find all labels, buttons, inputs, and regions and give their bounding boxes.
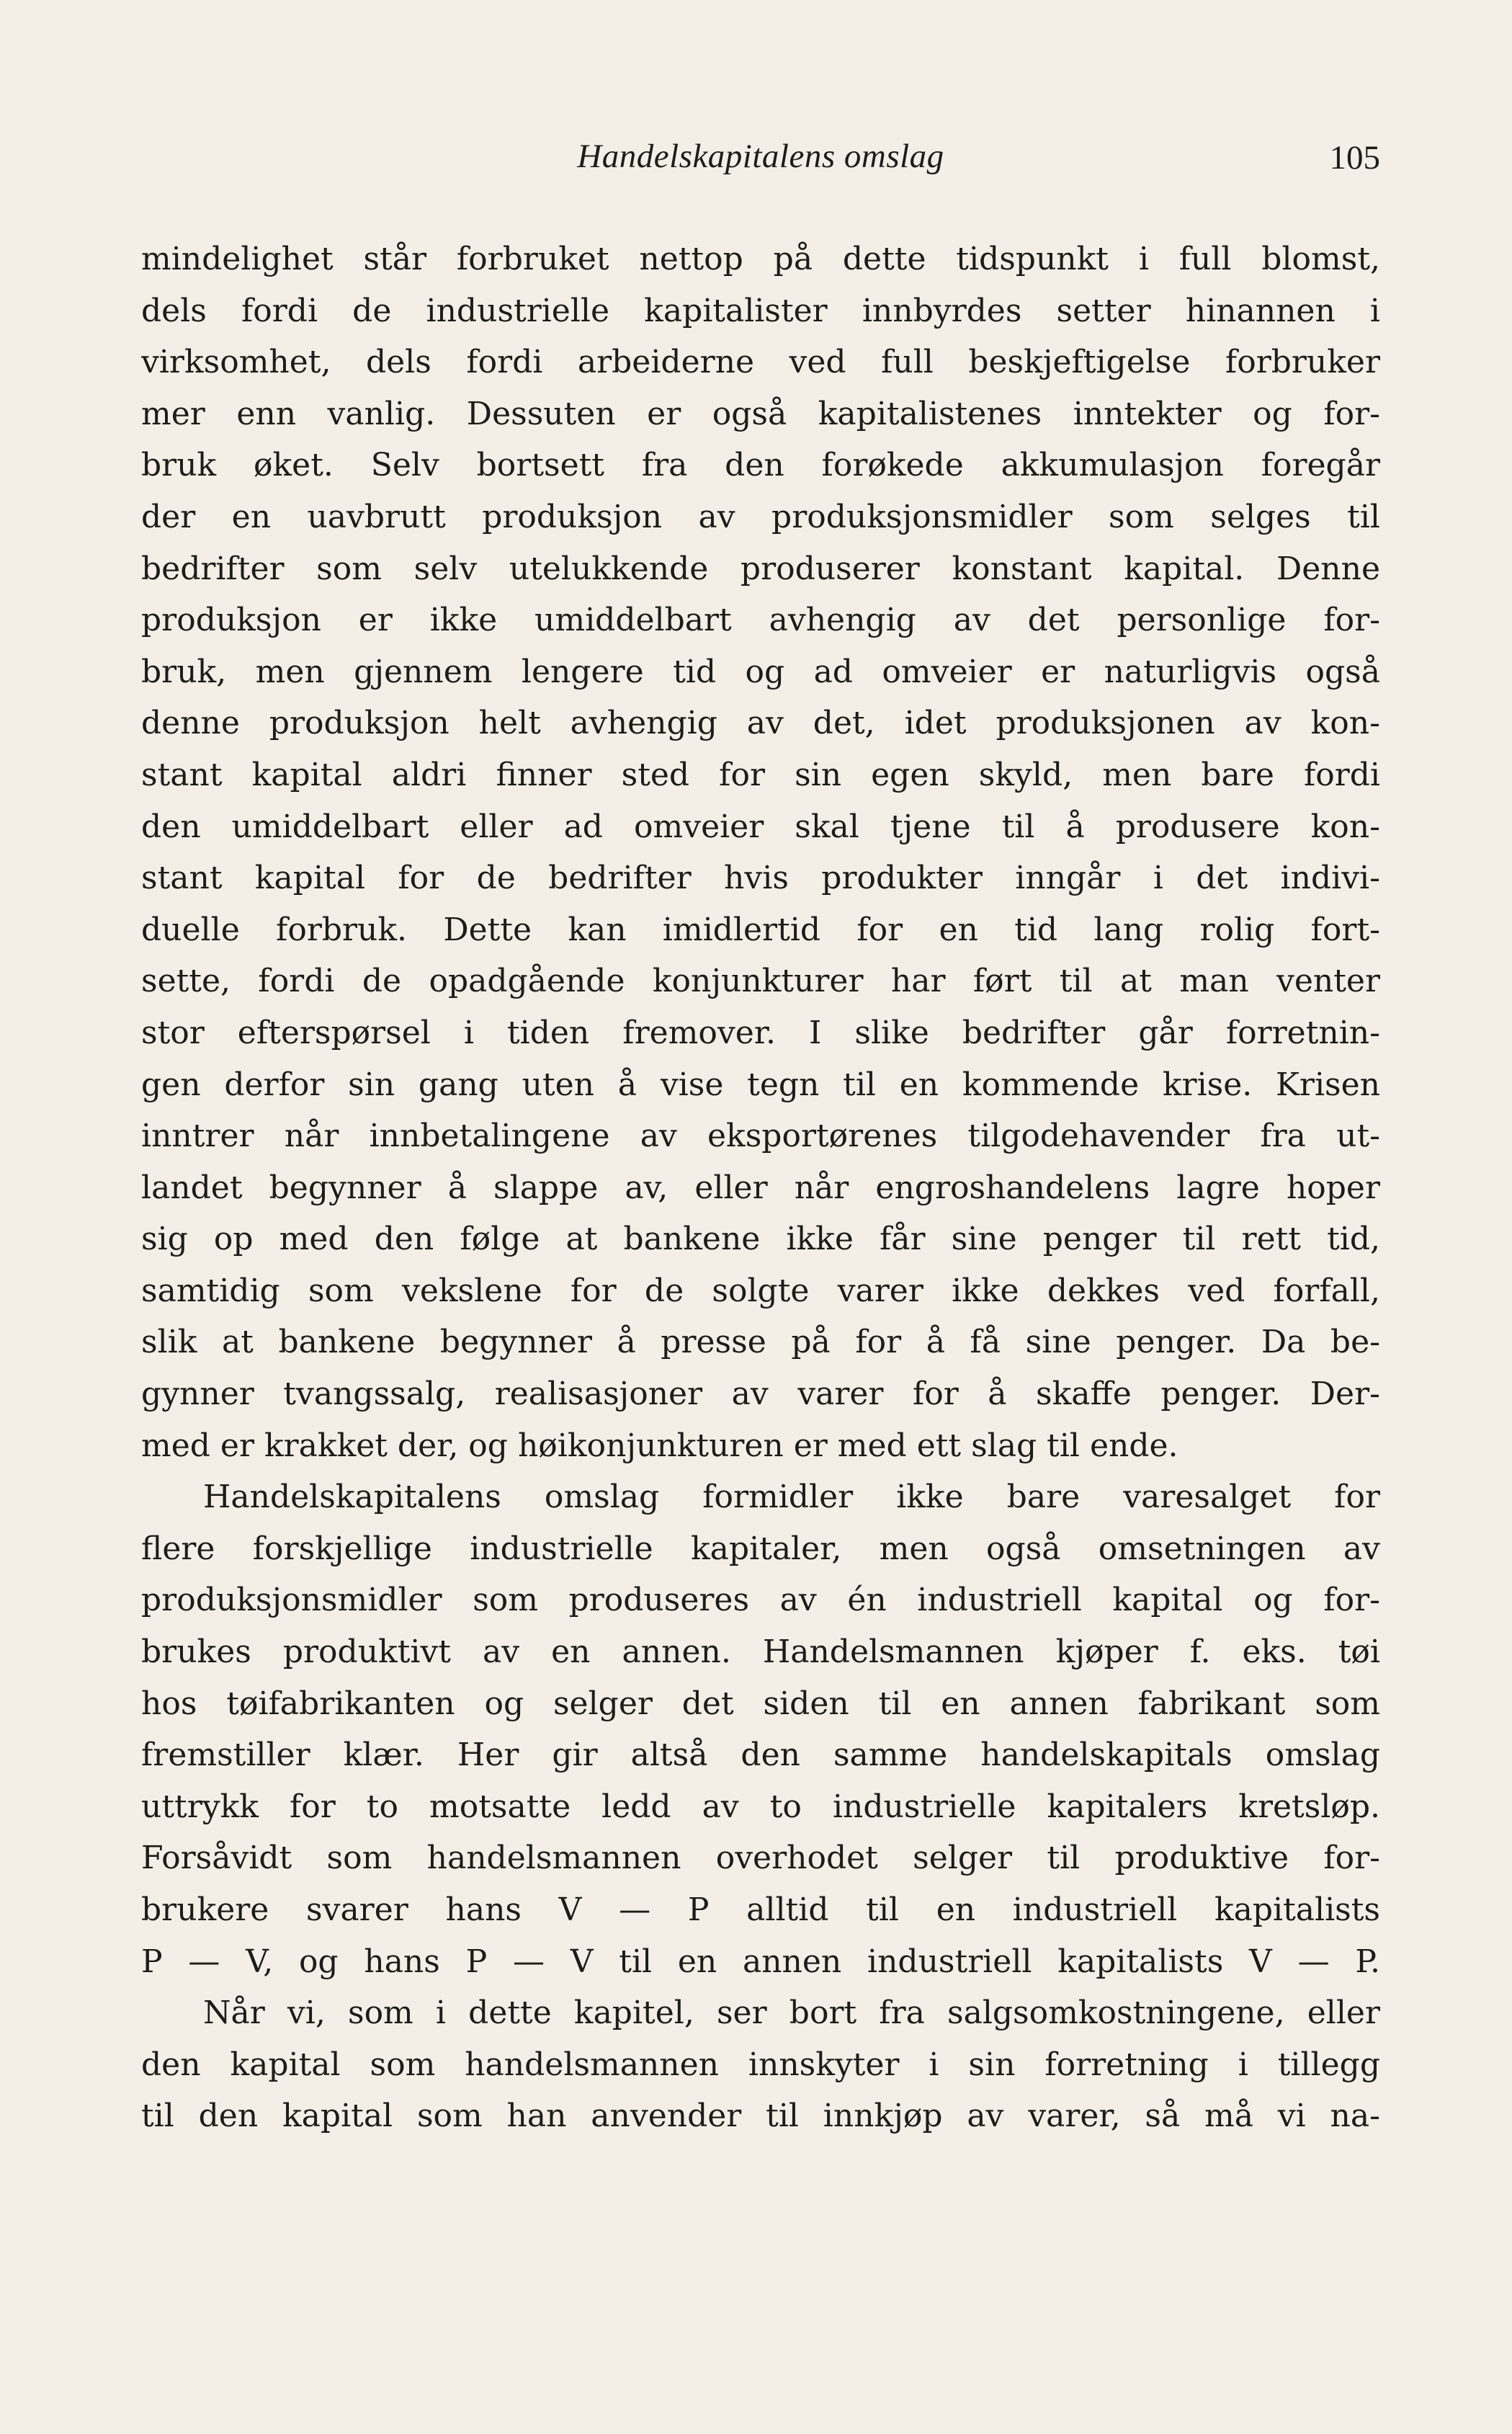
text-line: brukes produktivt av en annen. Handelsmannen kjøper f. eks. tøi	[141, 1633, 1380, 1671]
text-line: gynner tvangssalg, realisasjoner av varer for å skaffe penger. Der-	[141, 1376, 1380, 1413]
text-line: uttrykk for to motsatte ledd av to industrielle kapitalers kretsløp.	[141, 1788, 1380, 1825]
text-line: sette, fordi de opadgående konjunkturer har ført til at man venter	[141, 963, 1380, 1000]
text-line: fremstiller klær. Her gir altså den samme handelskapitals omslag	[141, 1737, 1380, 1774]
text-line: P — V, og hans P — V til en annen industriell kapitalists V — P.	[141, 1943, 1380, 1980]
paragraph-end-line: med er krakket der, og høikonjunkturen er med ett slag til ende.	[141, 1427, 1178, 1464]
text-line: stant kapital aldri finner sted for sin egen skyld, men bare fordi	[141, 756, 1380, 793]
text-line: den kapital som handelsmannen innskyter i sin forretning i tillegg	[141, 2046, 1380, 2083]
text-line: til den kapital som han anvender til innkjøp av varer, så må vi na-	[141, 2098, 1380, 2135]
text-line: denne produksjon helt avhengig av det, idet produksjonen av kon-	[141, 705, 1380, 742]
text-line: virksomhet, dels fordi arbeiderne ved full beskjeftigelse forbruker	[141, 344, 1380, 381]
paragraph-start-line: Handelskapitalens omslag formidler ikke bare varesalget for	[203, 1479, 1380, 1516]
text-line: Forsåvidt som handelsmannen overhodet selger til produktive for-	[141, 1840, 1380, 1877]
text-line: duelle forbruk. Dette kan imidlertid for en tid lang rolig fort-	[141, 911, 1380, 948]
text-line: dels fordi de industrielle kapitalister innbyrdes setter hinannen i	[141, 292, 1380, 329]
page-number: 105	[1329, 139, 1380, 177]
text-line: gen derfor sin gang uten å vise tegn til en kommende krise. Krisen	[141, 1066, 1380, 1103]
text-line: brukere svarer hans V — P alltid til en industriell kapitalists	[141, 1891, 1380, 1928]
text-line: stor efterspørsel i tiden fremover. I slike bedrifter går forretnin-	[141, 1014, 1380, 1051]
page-header	[141, 137, 1380, 187]
text-line: samtidig som vekslene for de solgte varer ikke dekkes ved forfall,	[141, 1272, 1380, 1309]
text-line: hos tøifabrikanten og selger det siden til en annen fabrikant som	[141, 1685, 1380, 1722]
text-line: mer enn vanlig. Dessuten er også kapitalistenes inntekter og for-	[141, 395, 1380, 432]
paragraph-start-line: Når vi, som i dette kapitel, ser bort fra salgsomkostningene, eller	[203, 1994, 1380, 2032]
text-line: bedrifter som selv utelukkende produserer konstant kapital. Denne	[141, 550, 1380, 587]
text-line: sig op med den følge at bankene ikke får sine penger til rett tid,	[141, 1221, 1380, 1258]
body-text	[141, 233, 1380, 2142]
text-line: flere forskjellige industrielle kapitaler, men også omsetningen av	[141, 1530, 1380, 1567]
text-line: landet begynner å slappe av, eller når engroshandelens lagre hoper	[141, 1169, 1380, 1206]
text-line: produksjon er ikke umiddelbart avhengig av det personlige for-	[141, 602, 1380, 639]
text-line: slik at bankene begynner å presse på for å få sine penger. Da be-	[141, 1324, 1380, 1361]
text-line: bruk øket. Selv bortsett fra den forøkede akkumulasjon foregår	[141, 447, 1380, 484]
text-line: produksjonsmidler som produseres av én industriell kapital og for-	[141, 1582, 1380, 1619]
text-line: der en uavbrutt produksjon av produksjonsmidler som selges til	[141, 498, 1380, 535]
text-line: inntrer når innbetalingene av eksportørenes tilgodehavender fra ut-	[141, 1118, 1380, 1155]
text-line: den umiddelbart eller ad omveier skal tjene til å produsere kon-	[141, 808, 1380, 845]
text-line: bruk, men gjennem lengere tid og ad omveier er naturligvis også	[141, 653, 1380, 690]
text-line: mindelighet står forbruket nettop på dette tidspunkt i full blomst,	[141, 241, 1380, 277]
text-line: stant kapital for de bedrifter hvis produkter inngår i det indivi-	[141, 860, 1380, 897]
running-title: Handelskapitalens omslag	[577, 138, 944, 175]
